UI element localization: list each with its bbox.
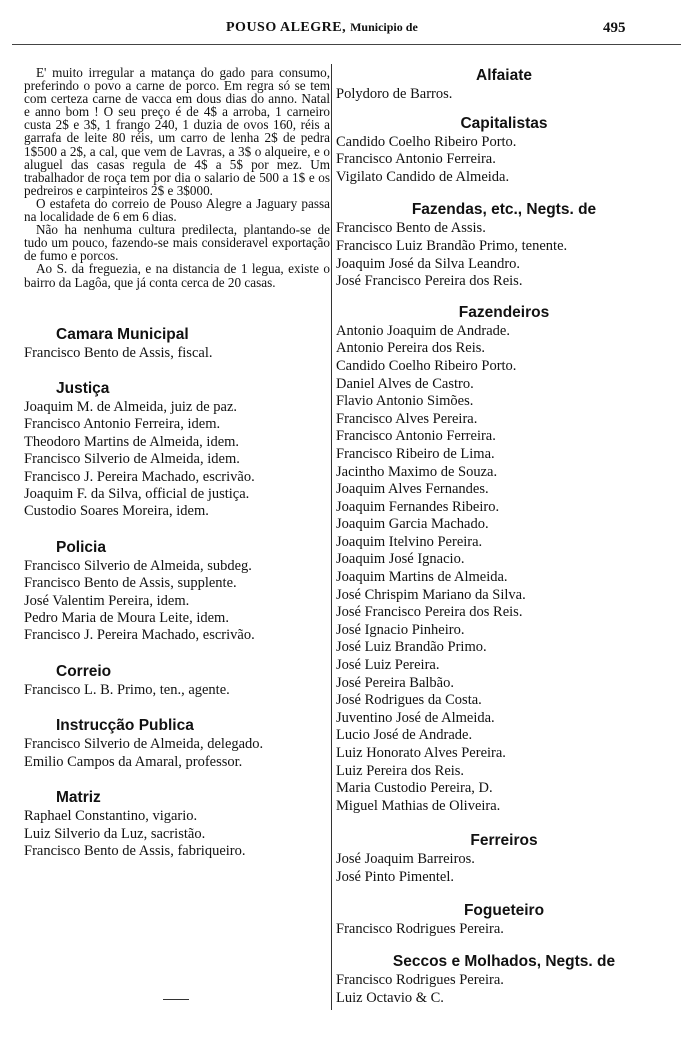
entry-line: Joaquim José Ignacio. (336, 551, 465, 568)
entry-line: Francisco Luiz Brandão Primo, tenente. (336, 237, 568, 254)
intro-text (24, 66, 330, 289)
entry-line: Custodio Soares Moreira, idem. (24, 503, 209, 520)
entry-line: Luiz Pereira dos Reis. (336, 762, 465, 779)
entry-line: Juventino José de Almeida. (336, 709, 495, 726)
entry-line: Francisco Bento de Assis, supplente. (24, 575, 237, 592)
section-heading: Correio (56, 662, 112, 680)
entry-line: Jacintho Maximo de Souza. (336, 463, 498, 480)
entry-line: Francisco Bento de Assis, fiscal. (24, 344, 213, 361)
entry-line: Daniel Alves de Castro. (336, 375, 474, 392)
column-divider (331, 64, 332, 1010)
section-heading: Fogueteiro (463, 901, 545, 919)
end-rule (163, 999, 189, 1000)
entry-line: Lucio José de Andrade. (336, 727, 473, 744)
intro-paragraph-4: Ao S. da freguezia, e na distancia de 1 legua, existe o bairro da Lagôa, que já conta cerca de 20 casas. (24, 261, 330, 290)
header-rule (12, 44, 681, 45)
entry-line: Joaquim Alves Fernandes. (336, 481, 489, 498)
entry-line: José Rodrigues da Costa. (336, 692, 482, 709)
section-policia (24, 538, 330, 645)
section-fazendas-negts (336, 200, 672, 290)
entry-line: José Luiz Pereira. (336, 657, 440, 674)
section-seccos-molhados (336, 952, 672, 1007)
entry-line: Francisco Silverio de Almeida, delegado. (24, 736, 264, 753)
entry-line: Antonio Joaquim de Andrade. (336, 322, 510, 339)
entry-line: Joaquim F. da Silva, official de justiça. (24, 486, 250, 503)
running-title-place: POUSO ALEGRE, (226, 20, 347, 35)
entry-line: Vigilato Candido de Almeida. (336, 168, 510, 185)
entry-line: Raphael Constantino, vigario. (24, 808, 198, 825)
left-column (24, 66, 330, 860)
section-heading: Ferreiros (470, 832, 538, 850)
section-justica (24, 379, 330, 521)
entry-line: Maria Custodio Pereira, D. (336, 780, 493, 797)
entry-line: Joaquim José da Silva Leandro. (336, 255, 521, 272)
entry-line: Francisco Silverio de Almeida, idem. (24, 451, 240, 468)
section-heading: Justiça (56, 380, 110, 397)
running-title-subtitle: Municipio de (350, 20, 418, 34)
section-fogueteiro (336, 901, 672, 939)
section-heading: Camara Municipal (56, 325, 189, 343)
entry-line: Francisco Antonio Ferreira. (336, 151, 496, 168)
entry-line: Miguel Mathias de Oliveira. (336, 797, 501, 814)
section-heading: Alfaiate (476, 67, 532, 84)
entry-line: Francisco J. Pereira Machado, escrivão. (24, 627, 255, 644)
intro-paragraph-3: Não ha nenhuma cultura predilecta, plantando-se de tudo um pouco, fazendo-se mais consideravel exportação de fumo e porcos. (24, 222, 330, 264)
section-heading: Policia (56, 538, 106, 556)
section-capitalistas (336, 114, 672, 187)
section-camara-municipal (24, 325, 330, 362)
entry-line: Candido Coelho Ribeiro Porto. (336, 357, 517, 374)
entry-line: Theodoro Martins de Almeida, idem. (24, 433, 240, 450)
intro-paragraph-2: O estafeta do correio de Pouso Alegre a Jaguary passa na localidade de 6 em 6 dias. (24, 195, 330, 225)
entry-line: Francisco Antonio Ferreira. (336, 428, 496, 445)
entry-line: José Chrispim Mariano da Silva. (336, 586, 526, 603)
entry-line: Joaquim M. de Almeida, juiz de paz. (24, 399, 238, 415)
section-heading: Seccos e Molhados, Negts. de (392, 953, 616, 971)
entry-line: Joaquim Itelvino Pereira. (336, 533, 483, 550)
page-header (0, 20, 693, 42)
entry-line: Joaquim Martins de Almeida. (336, 569, 508, 586)
entry-line: Candido Coelho Ribeiro Porto. (336, 133, 517, 150)
entry-line: Emilio Campos da Amaral, professor. (24, 753, 243, 770)
entry-line: Francisco Antonio Ferreira, idem. (24, 416, 221, 433)
section-heading: Capitalistas (460, 114, 548, 132)
section-heading: Fazendeiros (458, 303, 550, 321)
entry-line: Francisco Rodrigues Pereira. (336, 972, 504, 989)
entry-line: José Pereira Balbão. (336, 674, 454, 691)
section-fazendeiros (336, 303, 672, 816)
entry-line: Francisco Bento de Assis, fabriqueiro. (24, 842, 246, 859)
entry-line: Francisco Rodrigues Pereira. (336, 920, 504, 937)
entry-line: Francisco Alves Pereira. (336, 410, 478, 427)
running-title (226, 20, 418, 36)
entry-line: Francisco Silverio de Almeida, subdeg. (24, 557, 252, 574)
entry-line: Francisco Bento de Assis. (336, 220, 486, 237)
entry-line: Francisco J. Pereira Machado, escrivão. (24, 468, 255, 485)
entry-line: José Pinto Pimentel. (336, 868, 455, 885)
section-alfaiate (336, 66, 672, 104)
entry-line: Luiz Honorato Alves Pereira. (336, 745, 506, 761)
section-heading: Instrucção Publica (56, 717, 194, 735)
entry-line: Francisco Ribeiro de Lima. (336, 445, 495, 462)
entry-line: José Joaquim Barreiros. (336, 851, 475, 868)
page-number: 495 (603, 20, 626, 36)
entry-line: Joaquim Garcia Machado. (336, 516, 489, 533)
entry-line: Luiz Octavio & C. (336, 989, 444, 1006)
entry-line: José Francisco Pereira dos Reis. (336, 273, 523, 290)
entry-line: Polydoro de Barros. (336, 86, 453, 102)
entry-line: José Ignacio Pinheiro. (336, 621, 465, 638)
section-instrucao-publica (24, 716, 330, 771)
section-matriz (24, 788, 330, 860)
intro-paragraph-1: E' muito irregular a matança do gado para consumo, preferindo o povo a carne de porco. Em regra só se tem com certeza carne de vacca em dous dias do anno. Natal e anno bom ! O seu preço é de 4$ a arroba, 1 carneiro custa 2$ e 3$, 1 frango 240, 1 duzia de ovos 160, réis a garrafa de leite 80 réis, um carro de lenha 2$ de pedra 1$500 a 2$, a cal, que vem de Lavras, a 3$ o alqueire, e o aluguel das casas regula de 4$ a 5$ por mez. Um trabalhador de roça tem por dia o salario de 500 a 1$ e os pedreiros e carpinteiros 2$ e 3$000. (24, 65, 330, 198)
section-heading: Fazendas, etc., Negts. de (411, 201, 597, 219)
section-heading: Matriz (56, 789, 101, 807)
entry-line: Pedro Maria de Moura Leite, idem. (24, 610, 229, 627)
entry-line: Flavio Antonio Simões. (336, 393, 474, 410)
entry-line: José Francisco Pereira dos Reis. (336, 604, 523, 621)
entry-line: Francisco L. B. Primo, ten., agente. (24, 681, 230, 698)
entry-line: Joaquim Fernandes Ribeiro. (336, 498, 500, 515)
section-correio (24, 662, 330, 699)
entry-line: Luiz Silverio da Luz, sacristão. (24, 825, 206, 842)
entry-line: José Luiz Brandão Primo. (336, 639, 487, 656)
entry-line: Antonio Pereira dos Reis. (336, 340, 486, 357)
right-column (336, 66, 672, 1007)
entry-line: José Valentim Pereira, idem. (24, 592, 190, 609)
section-ferreiros (336, 831, 672, 886)
